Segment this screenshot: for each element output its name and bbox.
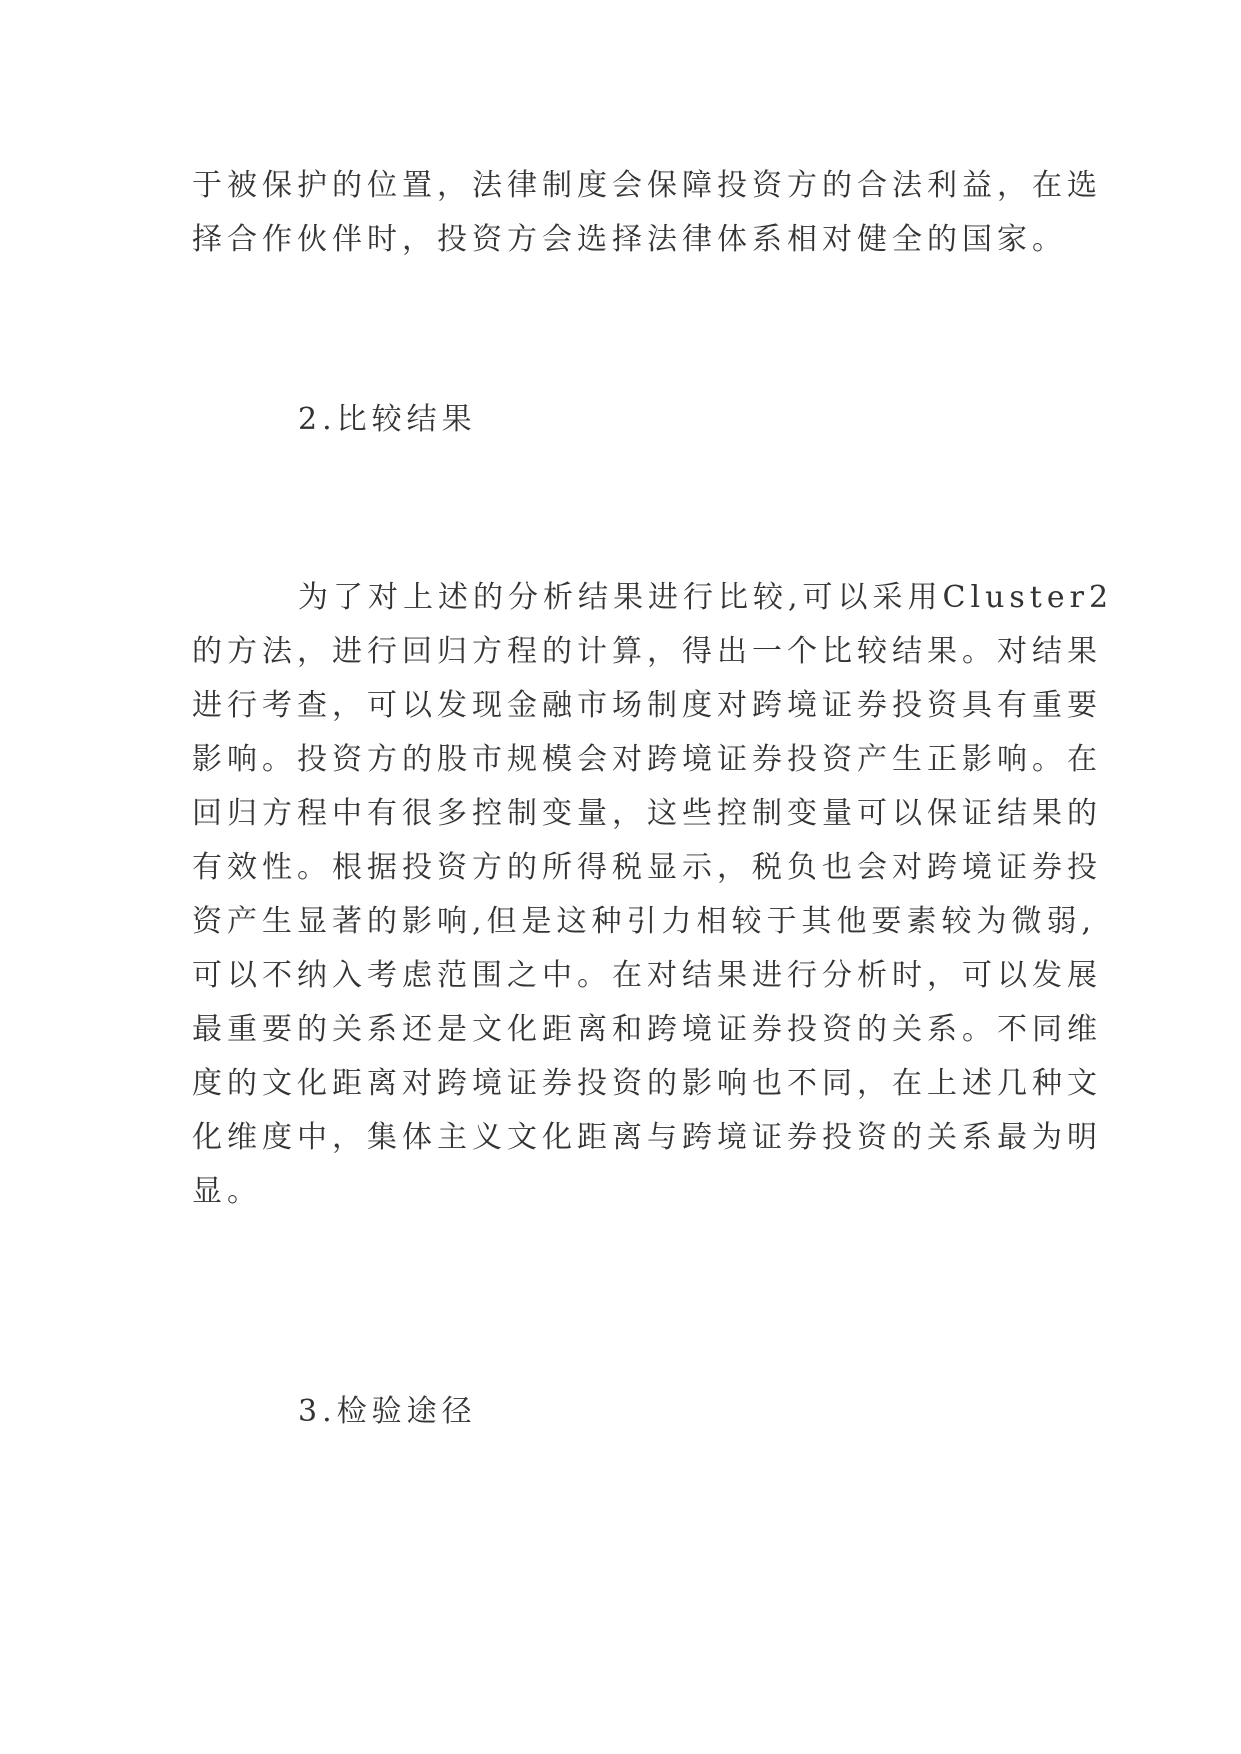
paragraph-line: 的方法，进行回归方程的计算，得出一个比较结果。对结果 [192, 634, 1102, 669]
paragraph-line: 回归方程中有很多控制变量，这些控制变量可以保证结果的 [192, 796, 1102, 831]
section-heading: 2.比较结果 [298, 402, 477, 437]
paragraph-line: 择合作伙伴时，投资方会选择法律体系相对健全的国家。 [192, 222, 1067, 257]
paragraph-line: 最重要的关系还是文化距离和跨境证券投资的关系。不同维 [192, 1012, 1102, 1047]
paragraph-line: 为了对上述的分析结果进行比较,可以采用Cluster2 [298, 580, 1114, 615]
paragraph-line: 可以不纳入考虑范围之中。在对结果进行分析时，可以发展 [192, 958, 1102, 993]
paragraph-line: 化维度中，集体主义文化距离与跨境证券投资的关系最为明 [192, 1120, 1102, 1155]
paragraph-line: 有效性。根据投资方的所得税显示，税负也会对跨境证券投 [192, 850, 1102, 885]
paragraph-line: 于被保护的位置，法律制度会保障投资方的合法利益，在选 [192, 168, 1102, 203]
section-heading: 3.检验途径 [298, 1394, 477, 1429]
paragraph-line: 度的文化距离对跨境证券投资的影响也不同，在上述几种文 [192, 1066, 1102, 1101]
paragraph-line: 进行考查，可以发现金融市场制度对跨境证券投资具有重要 [192, 688, 1102, 723]
paragraph-line: 影响。投资方的股市规模会对跨境证券投资产生正影响。在 [192, 742, 1102, 777]
paragraph-line: 资产生显著的影响,但是这种引力相较于其他要素较为微弱, [192, 904, 1097, 939]
paragraph-line: 显。 [192, 1174, 262, 1209]
